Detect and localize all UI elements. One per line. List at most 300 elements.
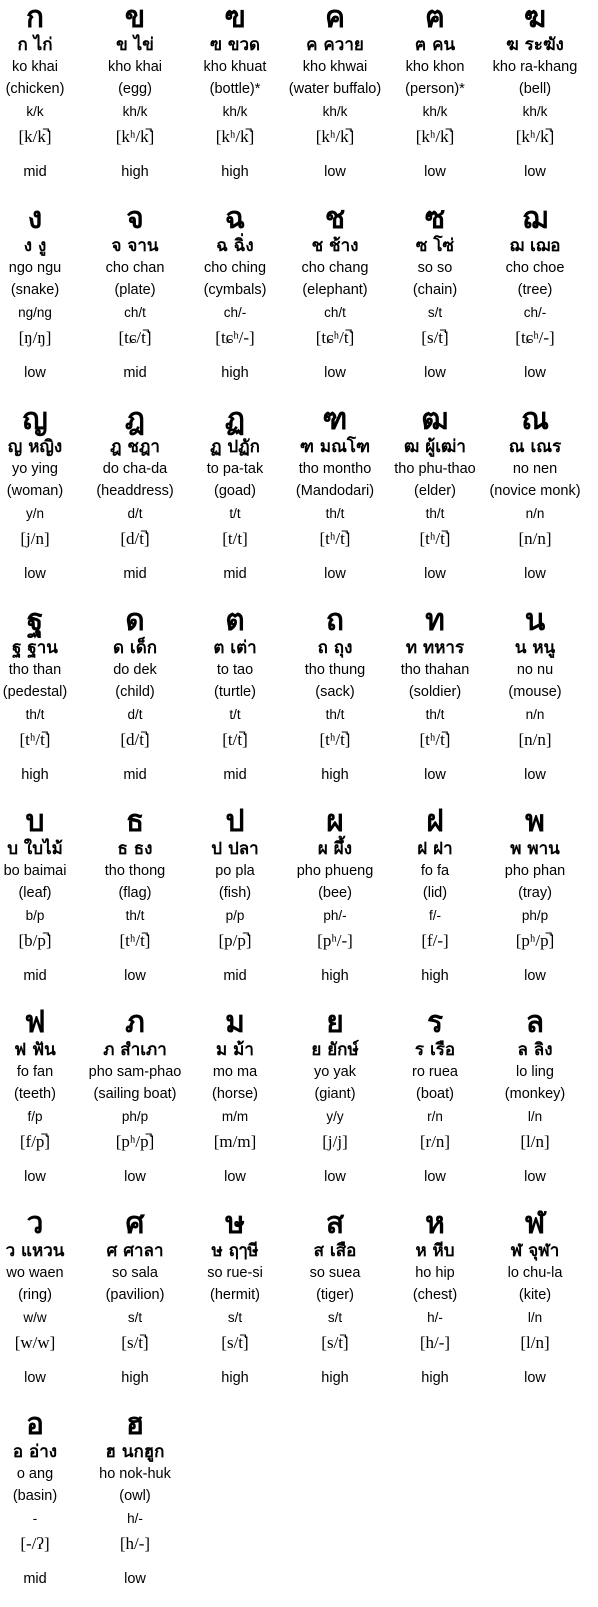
- consonant-card: [384, 0, 486, 200]
- ipa-transcription: [s/t̚]: [421, 328, 449, 347]
- consonant-name: ย ยักษ์: [311, 1040, 359, 1060]
- consonant-letter: ย: [326, 1005, 344, 1040]
- ipa-transcription: [j/n]: [20, 529, 50, 548]
- consonant-class: low: [424, 365, 446, 381]
- consonant-name: ม ม้า: [216, 1040, 254, 1060]
- consonant-name: ค ควาย: [306, 35, 364, 55]
- sound-value: th/t: [25, 707, 45, 722]
- ipa-transcription: [l/n]: [520, 1132, 550, 1151]
- romanization: tho thong: [104, 863, 166, 879]
- consonant-name: ฒ ผู้เฒ่า: [404, 437, 466, 457]
- sound-value: w/w: [23, 1310, 47, 1325]
- ipa-transcription: [t/t]: [222, 529, 248, 548]
- sound-value: s/t: [327, 1310, 343, 1325]
- consonant-class: low: [124, 1571, 146, 1587]
- consonant-card: [184, 402, 286, 602]
- sound-value: y/n: [25, 506, 44, 521]
- romanization: no nen: [512, 461, 558, 477]
- ipa-transcription: [tɕʰ/-]: [215, 328, 255, 347]
- consonant-card: [384, 1206, 486, 1406]
- consonant-class: mid: [223, 968, 247, 984]
- consonant-letter: ฬ: [524, 1206, 546, 1241]
- sound-value: ch/t: [324, 305, 346, 320]
- romanization: fo fa: [420, 863, 450, 879]
- consonant-name: ญ หญิง: [7, 437, 63, 457]
- sound-value: ch/t: [124, 305, 146, 320]
- romanization: kho khwai: [302, 59, 368, 75]
- consonant-letter: ธ: [125, 804, 145, 839]
- consonant-card: [284, 1005, 386, 1205]
- consonant-letter: ฟ: [24, 1005, 46, 1040]
- consonant-card: [284, 402, 386, 602]
- consonant-card: [84, 1206, 186, 1406]
- ipa-transcription: [tɕ/t̚]: [118, 328, 152, 347]
- consonant-class: high: [421, 1370, 449, 1386]
- consonant-card: [384, 1005, 486, 1205]
- consonant-name: ฉ ฉิ่ง: [216, 236, 254, 256]
- ipa-transcription: [tʰ/t̚]: [419, 730, 451, 749]
- sound-value: ph/-: [323, 908, 347, 923]
- ipa-transcription: [tɕʰ/t̚]: [315, 328, 355, 347]
- english-meaning: (bottle)*: [209, 81, 261, 97]
- english-meaning: (bee): [318, 885, 352, 901]
- romanization: yo yak: [314, 1064, 356, 1080]
- sound-value: n/n: [525, 707, 545, 722]
- consonant-card: [0, 201, 86, 401]
- consonant-card: [84, 201, 186, 401]
- sound-value: th/t: [425, 506, 445, 521]
- english-meaning: (mouse): [508, 684, 562, 700]
- english-meaning: (woman): [6, 483, 64, 499]
- consonant-name: จ จาน: [111, 236, 159, 256]
- ipa-transcription: [pʰ/p̚]: [115, 1132, 155, 1151]
- ipa-transcription: [tɕʰ/-]: [515, 328, 555, 347]
- english-meaning: (hermit): [210, 1287, 260, 1303]
- english-meaning: (snake): [10, 282, 60, 298]
- romanization: tho thahan: [400, 662, 470, 678]
- sound-value: r/n: [427, 1109, 443, 1124]
- consonant-name: ฬ จุฬา: [510, 1241, 560, 1261]
- consonant-class: low: [524, 968, 546, 984]
- english-meaning: (person)*: [405, 81, 465, 97]
- romanization: do cha-da: [102, 461, 168, 477]
- consonant-card: [284, 1206, 386, 1406]
- ipa-transcription: [d/t̚]: [120, 529, 150, 548]
- consonant-letter: ท: [425, 603, 445, 638]
- romanization: so suea: [309, 1265, 361, 1281]
- english-meaning: (ring): [18, 1287, 52, 1303]
- romanization: pho phueng: [296, 863, 374, 879]
- consonant-class: high: [321, 968, 349, 984]
- consonant-name: ต เต่า: [213, 638, 257, 658]
- consonant-card: [484, 201, 586, 401]
- consonant-name: ด เด็ก: [112, 638, 158, 658]
- english-meaning: (water buffalo): [288, 81, 382, 97]
- ipa-transcription: [n/n]: [518, 529, 552, 548]
- consonant-card: [284, 201, 386, 401]
- consonant-class: low: [324, 164, 346, 180]
- consonant-name: น หนู: [514, 638, 556, 658]
- consonant-name: ป ปลา: [211, 839, 259, 859]
- ipa-transcription: [k/k̚]: [18, 127, 52, 146]
- consonant-card: [484, 603, 586, 803]
- consonant-card: [384, 804, 486, 1004]
- consonant-name: ร เรือ: [414, 1040, 456, 1060]
- consonant-class: high: [121, 164, 149, 180]
- sound-value: m/m: [221, 1109, 249, 1124]
- romanization: fo fan: [16, 1064, 54, 1080]
- consonant-letter: น: [524, 603, 546, 638]
- consonant-class: low: [24, 1370, 46, 1386]
- consonant-class: high: [121, 1370, 149, 1386]
- english-meaning: (sailing boat): [93, 1086, 177, 1102]
- consonant-card: [284, 804, 386, 1004]
- consonant-card: [0, 603, 86, 803]
- consonant-name: ช ช้าง: [311, 236, 359, 256]
- consonant-name: ข ไข่: [116, 35, 154, 55]
- sound-value: t/t: [229, 506, 241, 521]
- consonant-card: [0, 0, 86, 200]
- romanization: tho than: [8, 662, 62, 678]
- romanization: cho ching: [203, 260, 267, 276]
- consonant-letter: ด: [125, 603, 145, 638]
- english-meaning: (pedestal): [2, 684, 68, 700]
- romanization: kho khai: [107, 59, 162, 75]
- consonant-card: [284, 0, 386, 200]
- consonant-letter: ฝ: [426, 804, 444, 839]
- english-meaning: (chicken): [5, 81, 65, 97]
- english-meaning: (horse): [212, 1086, 258, 1102]
- ipa-transcription: [r/n]: [419, 1132, 451, 1151]
- consonant-card: [84, 603, 186, 803]
- consonant-letter: ถ: [325, 603, 345, 638]
- consonant-card: [84, 804, 186, 1004]
- consonant-class: high: [321, 1370, 349, 1386]
- romanization: pho phan: [504, 863, 566, 879]
- consonant-card: [0, 1407, 86, 1607]
- consonant-card: [484, 1206, 586, 1406]
- english-meaning: (soldier): [408, 684, 462, 700]
- consonant-name: ฑ มณโฑ: [299, 437, 371, 457]
- consonant-name: ภ สำเภา: [103, 1040, 167, 1060]
- ipa-transcription: [t/t̚]: [222, 730, 248, 749]
- romanization: pho sam-phao: [88, 1064, 182, 1080]
- consonant-class: high: [221, 1370, 249, 1386]
- consonant-card: [284, 603, 386, 803]
- sound-value: s/t: [427, 305, 443, 320]
- ipa-transcription: [kʰ/k̚]: [415, 127, 455, 146]
- ipa-transcription: [s/t̚]: [121, 1333, 149, 1352]
- consonant-name: ถ ถุง: [317, 638, 353, 658]
- consonant-letter: ภ: [125, 1005, 145, 1040]
- english-meaning: (leaf): [18, 885, 52, 901]
- consonant-name: ฏ ปฏัก: [210, 437, 260, 457]
- consonant-letter: ฌ: [522, 201, 548, 236]
- consonant-class: low: [324, 566, 346, 582]
- consonant-class: low: [424, 164, 446, 180]
- english-meaning: (tray): [518, 885, 552, 901]
- consonant-name: ท ทหาร: [405, 638, 465, 658]
- romanization: wo waen: [6, 1265, 64, 1281]
- consonant-letter: ข: [124, 0, 146, 35]
- english-meaning: (monkey): [504, 1086, 566, 1102]
- consonant-letter: อ: [25, 1407, 45, 1442]
- english-meaning: (lid): [422, 885, 448, 901]
- romanization: cho chan: [105, 260, 165, 276]
- consonant-class: low: [424, 767, 446, 783]
- consonant-letter: ก: [25, 0, 45, 35]
- english-meaning: (pavilion): [105, 1287, 165, 1303]
- consonant-card: [484, 402, 586, 602]
- english-meaning: (egg): [118, 81, 152, 97]
- consonant-name: ธ ธง: [117, 839, 153, 859]
- ipa-transcription: [kʰ/k̚]: [215, 127, 255, 146]
- consonant-name: ฝ ฝา: [417, 839, 453, 859]
- consonant-class: low: [324, 1169, 346, 1185]
- consonant-class: low: [24, 365, 46, 381]
- romanization: so rue-si: [207, 1265, 263, 1281]
- consonant-letter: ศ: [125, 1206, 145, 1241]
- sound-value: l/n: [527, 1310, 543, 1325]
- ipa-transcription: [-/ʔ]: [20, 1534, 50, 1553]
- english-meaning: (owl): [119, 1488, 151, 1504]
- consonant-class: low: [524, 1169, 546, 1185]
- ipa-transcription: [w/w]: [14, 1333, 56, 1352]
- romanization: mo ma: [212, 1064, 258, 1080]
- consonant-class: high: [221, 365, 249, 381]
- english-meaning: (goad): [214, 483, 256, 499]
- sound-value: d/t: [127, 707, 143, 722]
- english-meaning: (chain): [412, 282, 458, 298]
- english-meaning: (boat): [416, 1086, 454, 1102]
- english-meaning: (elephant): [302, 282, 368, 298]
- sound-value: ph/p: [521, 908, 549, 923]
- english-meaning: (Mandodari): [295, 483, 375, 499]
- consonant-class: low: [524, 365, 546, 381]
- ipa-transcription: [d/t̚]: [120, 730, 150, 749]
- ipa-transcription: [j/j]: [322, 1132, 348, 1151]
- consonant-letter: ว: [26, 1206, 44, 1241]
- consonant-name: ฌ เฌอ: [509, 236, 561, 256]
- romanization: po pla: [215, 863, 255, 879]
- sound-value: kh/k: [522, 104, 548, 119]
- consonant-letter: ป: [225, 804, 245, 839]
- consonant-card: [184, 0, 286, 200]
- consonant-letter: ค: [324, 0, 346, 35]
- consonant-class: low: [224, 1169, 246, 1185]
- romanization: ro ruea: [412, 1064, 458, 1080]
- consonant-class: low: [124, 968, 146, 984]
- romanization: ko khai: [12, 59, 58, 75]
- consonant-letter: ต: [225, 603, 245, 638]
- consonant-class: mid: [223, 566, 247, 582]
- consonant-class: high: [421, 968, 449, 984]
- sound-value: h/-: [427, 1310, 443, 1325]
- consonant-name: ฟ ฟัน: [14, 1040, 56, 1060]
- sound-value: s/t: [127, 1310, 143, 1325]
- consonant-card: [184, 1005, 286, 1205]
- consonant-name: ฆ ระฆัง: [506, 35, 564, 55]
- english-meaning: (bell): [518, 81, 552, 97]
- consonant-letter: บ: [25, 804, 45, 839]
- consonant-name: ซ โซ่: [415, 236, 455, 256]
- consonant-letter: ช: [324, 201, 346, 236]
- consonant-card: [0, 1005, 86, 1205]
- sound-value: th/t: [325, 506, 345, 521]
- consonant-letter: ล: [525, 1005, 545, 1040]
- ipa-transcription: [f/-]: [421, 931, 449, 950]
- english-meaning: (turtle): [214, 684, 256, 700]
- sound-value: d/t: [127, 506, 143, 521]
- english-meaning: (novice monk): [489, 483, 581, 499]
- english-meaning: (basin): [12, 1488, 58, 1504]
- sound-value: th/t: [125, 908, 145, 923]
- romanization: to pa-tak: [206, 461, 264, 477]
- ipa-transcription: [p/p̚]: [218, 931, 252, 950]
- english-meaning: (child): [115, 684, 155, 700]
- consonant-name: ศ ศาลา: [106, 1241, 164, 1261]
- ipa-transcription: [kʰ/k̚]: [515, 127, 555, 146]
- ipa-transcription: [pʰ/p̚]: [515, 931, 555, 950]
- consonant-class: low: [24, 566, 46, 582]
- consonant-class: mid: [123, 767, 147, 783]
- sound-value: f/p: [27, 1109, 43, 1124]
- romanization: tho phu-thao: [394, 461, 476, 477]
- romanization: lo ling: [516, 1064, 554, 1080]
- ipa-transcription: [kʰ/k̚]: [315, 127, 355, 146]
- sound-value: th/t: [425, 707, 445, 722]
- romanization: so sala: [112, 1265, 158, 1281]
- sound-value: kh/k: [222, 104, 248, 119]
- sound-value: ph/p: [121, 1109, 149, 1124]
- consonant-card: [0, 1206, 86, 1406]
- sound-value: kh/k: [422, 104, 448, 119]
- romanization: lo chu-la: [507, 1265, 563, 1281]
- english-meaning: (tree): [517, 282, 553, 298]
- ipa-transcription: [h/-]: [419, 1333, 451, 1352]
- english-meaning: (fish): [218, 885, 252, 901]
- romanization: do dek: [113, 662, 157, 678]
- consonant-letter: ห: [425, 1206, 445, 1241]
- consonant-letter: ซ: [424, 201, 446, 236]
- ipa-transcription: [h/-]: [119, 1534, 151, 1553]
- consonant-name: ก ไก่: [17, 35, 53, 55]
- romanization: kho khuat: [203, 59, 267, 75]
- consonant-card: [184, 603, 286, 803]
- ipa-transcription: [ŋ/ŋ]: [18, 328, 52, 347]
- consonant-letter: ญ: [22, 402, 48, 437]
- ipa-transcription: [tʰ/t̚]: [319, 730, 351, 749]
- english-meaning: (chest): [412, 1287, 458, 1303]
- sound-value: p/p: [225, 908, 245, 923]
- romanization: ngo ngu: [8, 260, 62, 276]
- consonant-card: [84, 402, 186, 602]
- consonant-card: [84, 1407, 186, 1607]
- consonant-class: mid: [223, 767, 247, 783]
- sound-value: f/-: [429, 908, 441, 923]
- english-meaning: (tiger): [316, 1287, 354, 1303]
- ipa-transcription: [tʰ/t̚]: [119, 931, 151, 950]
- ipa-transcription: [tʰ/t̚]: [419, 529, 451, 548]
- consonant-letter: ฐ: [26, 603, 44, 638]
- romanization: yo ying: [12, 461, 58, 477]
- sound-value: kh/k: [322, 104, 348, 119]
- english-meaning: (teeth): [14, 1086, 56, 1102]
- consonant-class: low: [524, 566, 546, 582]
- consonant-letter: ส: [325, 1206, 345, 1241]
- consonant-class: low: [524, 1370, 546, 1386]
- romanization: o ang: [16, 1466, 54, 1482]
- consonant-letter: ฑ: [322, 402, 348, 437]
- romanization: tho montho: [298, 461, 372, 477]
- sound-value: th/t: [325, 707, 345, 722]
- consonant-class: high: [321, 767, 349, 783]
- consonant-name: ส เสือ: [313, 1241, 357, 1261]
- consonant-card: [184, 201, 286, 401]
- consonant-letter: ฅ: [424, 0, 446, 35]
- consonant-card: [184, 1206, 286, 1406]
- romanization: so so: [417, 260, 453, 276]
- consonant-letter: ม: [225, 1005, 245, 1040]
- consonant-card: [484, 1005, 586, 1205]
- consonant-name: ล ลิง: [517, 1040, 553, 1060]
- sound-value: y/y: [326, 1109, 344, 1124]
- ipa-transcription: [tʰ/t̚]: [319, 529, 351, 548]
- ipa-transcription: [s/t̚]: [321, 1333, 349, 1352]
- consonant-class: mid: [123, 566, 147, 582]
- consonant-letter: จ: [126, 201, 144, 236]
- sound-value: t/t: [229, 707, 241, 722]
- consonant-name: ณ เณร: [508, 437, 562, 457]
- consonant-name: ง งู: [23, 236, 47, 256]
- consonant-class: mid: [23, 164, 47, 180]
- consonant-class: mid: [123, 365, 147, 381]
- consonant-class: low: [524, 164, 546, 180]
- consonant-card: [484, 0, 586, 200]
- romanization: bo baimai: [3, 863, 67, 879]
- consonant-name: ฎ ชฎา: [110, 437, 160, 457]
- english-meaning: (cymbals): [203, 282, 267, 298]
- consonant-class: low: [24, 1169, 46, 1185]
- consonant-letter: ฃ: [224, 0, 246, 35]
- romanization: ho hip: [415, 1265, 455, 1281]
- ipa-transcription: [f/p̚]: [19, 1132, 51, 1151]
- consonant-name: ผ ผึ้ง: [317, 839, 353, 859]
- consonant-letter: พ: [525, 804, 545, 839]
- consonant-card: [384, 201, 486, 401]
- consonant-name: พ พาน: [510, 839, 560, 859]
- consonant-name: อ อ่าง: [12, 1442, 58, 1462]
- consonant-name: ว แหวน: [5, 1241, 65, 1261]
- english-meaning: (plate): [114, 282, 156, 298]
- consonant-letter: ฏ: [224, 402, 246, 437]
- consonant-name: ฐ ฐาน: [12, 638, 58, 658]
- consonant-class: low: [124, 1169, 146, 1185]
- consonant-card: [484, 804, 586, 1004]
- consonant-class: mid: [23, 968, 47, 984]
- romanization: cho choe: [505, 260, 565, 276]
- ipa-transcription: [l/n]: [520, 1333, 550, 1352]
- consonant-name: บ ใบไม้: [7, 839, 63, 859]
- sound-value: h/-: [127, 1511, 143, 1526]
- consonant-card: [0, 804, 86, 1004]
- consonant-letter: ฆ: [523, 0, 547, 35]
- consonant-name: ฃ ขวด: [209, 35, 261, 55]
- romanization: kho khon: [405, 59, 465, 75]
- ipa-transcription: [tʰ/t̚]: [19, 730, 51, 749]
- english-meaning: (sack): [315, 684, 355, 700]
- consonant-class: low: [424, 566, 446, 582]
